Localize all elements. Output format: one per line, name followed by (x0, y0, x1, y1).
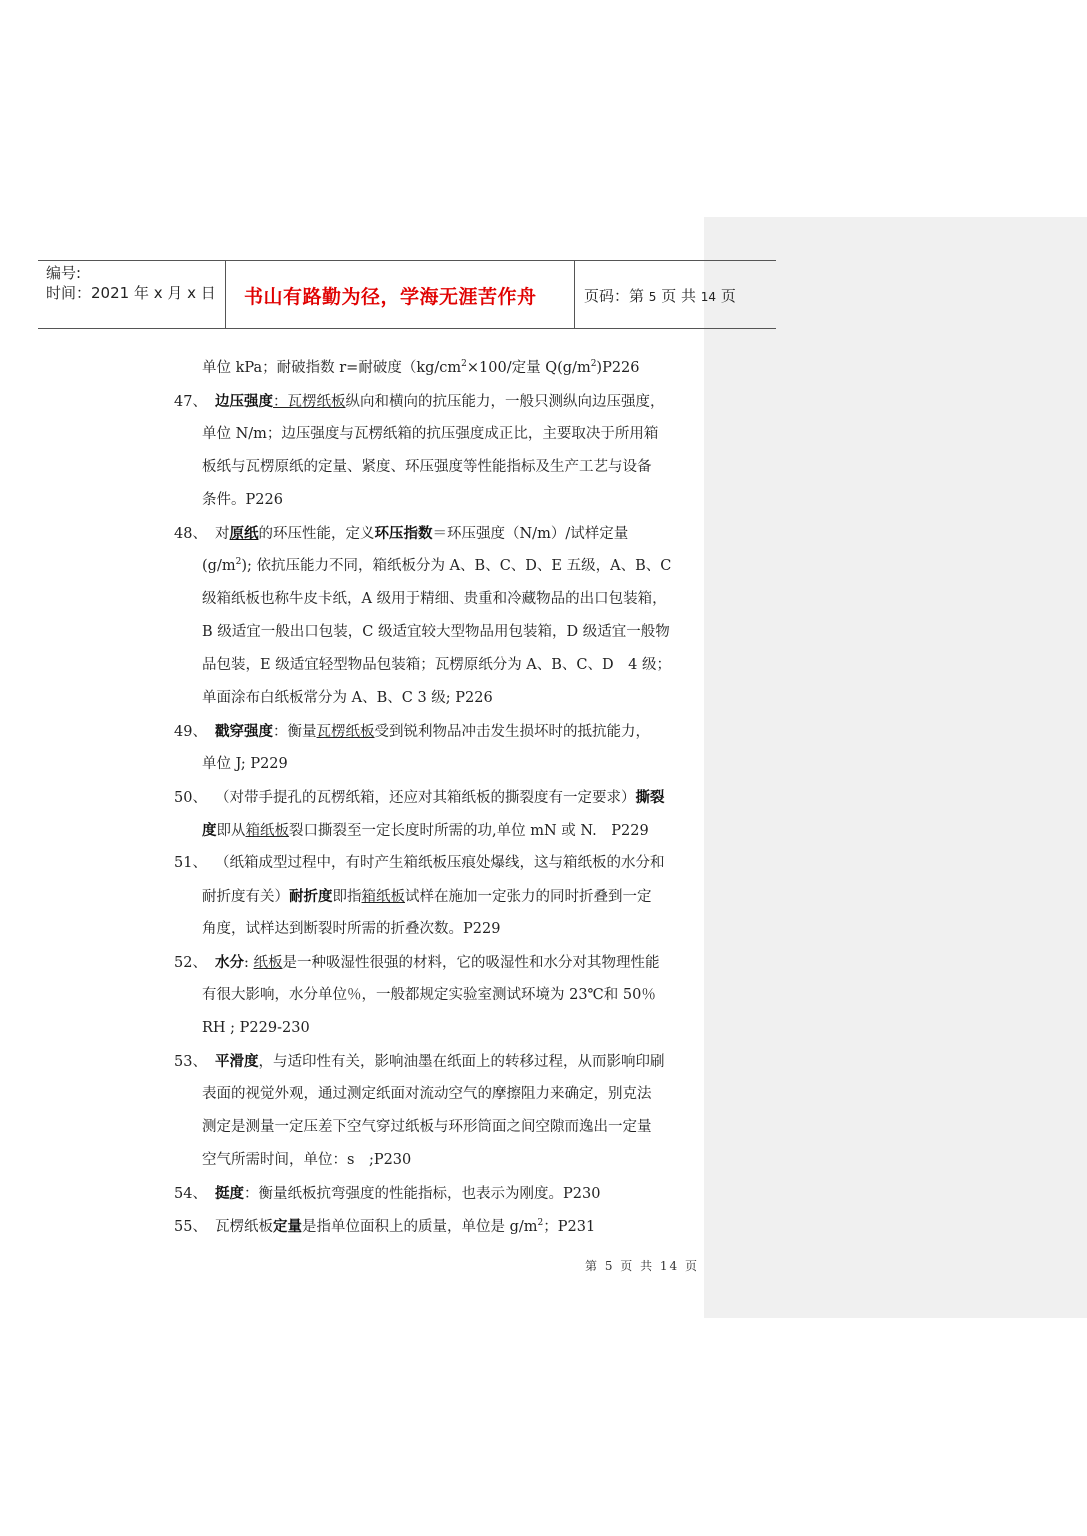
time-label: 时间：2021 年 x 月 x 日 (46, 284, 216, 302)
term-link[interactable]: 瓦楞纸板 (316, 724, 375, 740)
term-link[interactable]: 纸板 (253, 955, 283, 971)
page-footer: 第 5 页 共 14 页 (585, 1259, 699, 1273)
term: 耐折度 (289, 888, 333, 905)
term: 撕裂 (635, 789, 665, 806)
document-body (174, 352, 704, 1243)
term-link[interactable]: 原纸 (229, 525, 259, 542)
header-motto: 书山有路勤为径，学海无涯苦作舟 (244, 286, 537, 308)
term: 挺度 (215, 1185, 244, 1202)
list-item-52: 52、 水分: 纸板是一种吸湿性很强的材料，它的吸湿性和水分对其物理性能 (174, 954, 660, 971)
header-divider (574, 261, 575, 328)
text-line: 表面的视觉外观，通过测定纸面对流动空气的摩擦阻力来确定，别克法 (202, 1086, 652, 1102)
document-header (38, 260, 776, 329)
header-divider (225, 261, 226, 328)
list-item-51: 51、 （纸箱成型过程中，有时产生箱纸板压痕处爆线，这与箱纸板的水分和 (174, 855, 665, 871)
term: 戳穿强度 (215, 723, 273, 740)
text-line: RH ; P229-230 (202, 1020, 310, 1036)
term-link[interactable]: 瓦楞纸板 (287, 394, 346, 410)
text-line: 单位 kPa；耐破指数 r=耐破度（$kg/cm^2\times 100/$定量 $Q(g/m^2)P226$ (202, 359, 640, 376)
text-line: 空气所需时间，单位：s ;P230 (202, 1152, 412, 1168)
text-line: 单位 J; P229 (202, 756, 288, 772)
header-page-info: 页码：第 5 页 共 14 页 (584, 287, 736, 305)
text-line: $(g/m^2)$; 依抗压能力不同，箱纸板分为 A、B、C、D、E 五级，A、B、C (202, 557, 672, 574)
list-item-49: 49、 戳穿强度：衡量瓦楞纸板受到锐利物品冲击发生损坏时的抵抗能力， (174, 723, 650, 740)
list-item-54: 54、 挺度：衡量纸板抗弯强度的性能指标，也表示为刚度。P230 (174, 1185, 601, 1202)
text-line: 单面涂布白纸板常分为 A、B、C 3 级; P226 (202, 690, 493, 706)
text-line: 条件。P226 (202, 492, 283, 508)
term-link[interactable]: 箱纸板 (245, 823, 289, 839)
text-line: 级箱纸板也称牛皮卡纸，A 级用于精细、贵重和冷藏物品的出口包装箱， (202, 591, 667, 607)
text-line: 板纸与瓦楞原纸的定量、紧度、环压强度等性能指标及生产工艺与设备 (202, 459, 652, 475)
page-current: 5 (648, 290, 657, 304)
comment-sidebar (704, 217, 1087, 1318)
term: 环压指数 (374, 525, 433, 542)
text-line: 测定是测量一定压差下空气穿过纸板与环形筒面之间空隙而逸出一定量 (202, 1119, 652, 1135)
term: 边压强度 (215, 393, 273, 410)
text-line: 角度，试样达到断裂时所需的折叠次数。P229 (202, 921, 501, 937)
text-line: 耐折度有关）耐折度即指箱纸板试样在施加一定张力的同时折叠到一定 (202, 888, 652, 905)
term-link[interactable]: 箱纸板 (361, 889, 405, 905)
term: 定量 (273, 1218, 302, 1235)
text-line: B 级适宜一般出口包装，C 级适宜较大型物品用包装箱，D 级适宜一般物 (202, 624, 670, 640)
list-item-53: 53、 平滑度，与适印性有关，影响油墨在纸面上的转移过程，从而影响印刷 (174, 1053, 665, 1070)
text-line: 度即从箱纸板裂口撕裂至一定长度时所需的功,单位 mN 或 N. P229 (202, 822, 649, 839)
list-item-48: 48、 对原纸的环压性能，定义环压指数＝环压强度（N/m）/试样定量 (174, 525, 629, 542)
text-line: 品包装，E 级适宜轻型物品包装箱；瓦楞原纸分为 A、B、C、D 4 级； (202, 657, 671, 673)
term: 平滑度 (215, 1053, 259, 1070)
text-line: 单位 N/m；边压强度与瓦楞纸箱的抗压强度成正比，主要取决于所用箱 (202, 426, 659, 442)
page-total: 14 (700, 290, 717, 304)
list-item-55: 55、 瓦楞纸板定量是指单位面积上的质量，单位是 $g/m^2$；P231 (174, 1218, 596, 1235)
text-line: 有很大影响，水分单位％，一般都规定实验室测试环境为 23℃和 50％ (202, 987, 656, 1003)
number-label: 编号: (46, 264, 82, 282)
list-item-47: 47、 边压强度：瓦楞纸板纵向和横向的抗压能力，一般只测纵向边压强度， (174, 393, 665, 410)
header-meta (46, 263, 216, 303)
list-item-50: 50、 （对带手提孔的瓦楞纸箱，还应对其箱纸板的撕裂度有一定要求）撕裂 (174, 789, 665, 806)
term: 水分 (215, 954, 244, 971)
